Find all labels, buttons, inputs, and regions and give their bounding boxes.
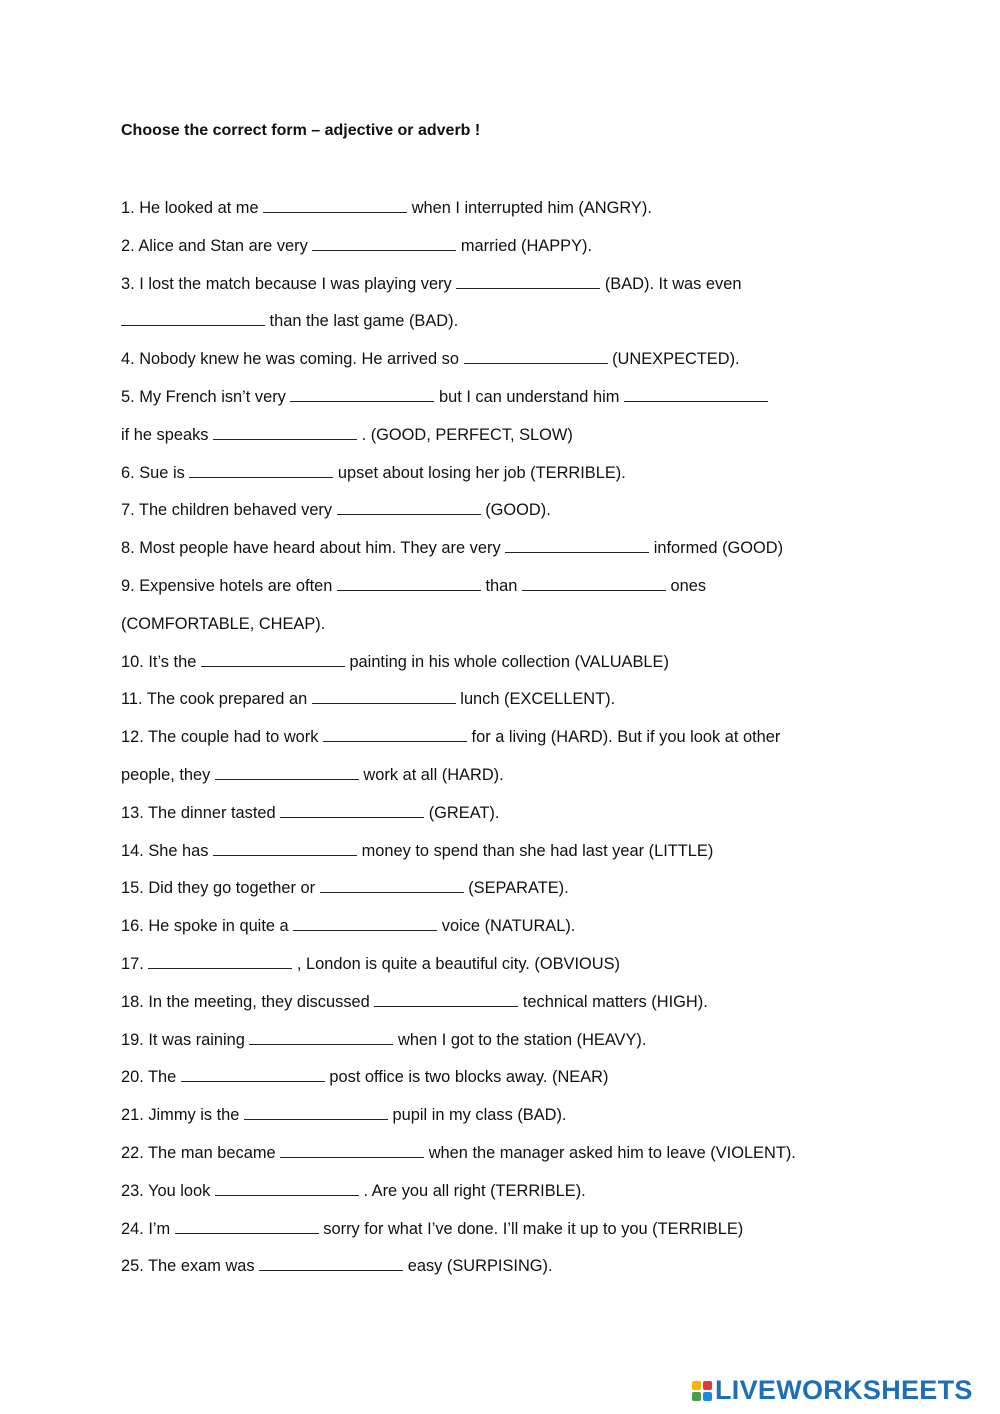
exercise-text: (BAD). It was even [600, 274, 742, 293]
answer-blank[interactable] [215, 1181, 359, 1196]
answer-blank[interactable] [312, 236, 456, 251]
exercise-line [121, 764, 881, 802]
exercise-text: easy (SURPISING). [403, 1257, 553, 1276]
exercise-text: 21. Jimmy is the [121, 1106, 244, 1125]
exercise-text: , London is quite a beautiful city. (OBVIOUS) [292, 954, 621, 973]
exercise-text: 11. The cook prepared an [121, 690, 312, 709]
exercise-line [121, 575, 881, 613]
answer-blank[interactable] [148, 954, 292, 969]
exercise-text: 25. The exam was [121, 1257, 260, 1276]
answer-blank[interactable] [624, 387, 768, 402]
exercise-line [121, 1218, 881, 1256]
exercise-text: 18. In the meeting, they discussed [121, 992, 375, 1011]
exercise-text: 22. The man became [121, 1143, 281, 1162]
exercise-text: (UNEXPECTED). [607, 350, 740, 369]
exercise-text: . Are you all right (TERRIBLE). [358, 1181, 586, 1200]
exercise-line [121, 273, 881, 311]
exercise-text: 19. It was raining [121, 1030, 250, 1049]
exercise-line [121, 688, 881, 726]
exercise-line [121, 386, 881, 424]
exercise-text: voice (NATURAL). [437, 917, 576, 936]
exercise-text: 24. I’m [121, 1219, 175, 1238]
exercise-text: 15. Did they go together or [121, 879, 320, 898]
exercise-text: technical matters (HIGH). [518, 992, 708, 1011]
answer-blank[interactable] [189, 463, 333, 478]
exercise-line [121, 1066, 881, 1104]
answer-blank[interactable] [175, 1219, 319, 1234]
exercise-text: (SEPARATE). [463, 879, 569, 898]
exercise-text: 8. Most people have heard about him. They are very [121, 539, 506, 558]
exercise-text: pupil in my class (BAD). [387, 1106, 567, 1125]
answer-blank[interactable] [337, 500, 481, 515]
answer-blank[interactable] [505, 538, 649, 553]
answer-blank[interactable] [522, 576, 666, 591]
exercise-line [121, 348, 881, 386]
exercise-text: painting in his whole collection (VALUABLE) [344, 652, 669, 671]
exercise-text: 12. The couple had to work [121, 728, 323, 747]
answer-blank[interactable] [213, 425, 357, 440]
exercise-line [121, 877, 881, 915]
exercise-text: 9. Expensive hotels are often [121, 576, 337, 595]
exercise-line [121, 424, 881, 462]
exercise-text: 16. He spoke in quite a [121, 917, 294, 936]
exercise-text: than [480, 576, 522, 595]
exercise-text: informed (GOOD) [649, 539, 784, 558]
answer-blank[interactable] [263, 198, 407, 213]
logo-text: LIVEWORKSHEETS [715, 1375, 973, 1405]
exercise-text: 5. My French isn’t very [121, 387, 291, 406]
exercise-text: 1. He looked at me [121, 199, 264, 217]
exercise-text: . (GOOD, PERFECT, SLOW) [357, 425, 573, 444]
exercise-text: but I can understand him [434, 387, 624, 406]
exercise-text: sorry for what I’ve done. I’ll make it up to you (TERRIBLE) [318, 1219, 744, 1238]
answer-blank[interactable] [323, 727, 467, 742]
exercise-text: than the last game (BAD). [265, 312, 459, 331]
exercise-text: ones [665, 576, 707, 595]
answer-blank[interactable] [293, 916, 437, 931]
exercise-line [121, 1104, 881, 1142]
exercise-list [121, 197, 881, 1293]
answer-blank[interactable] [374, 992, 518, 1007]
answer-blank[interactable] [337, 576, 481, 591]
answer-blank[interactable] [121, 311, 265, 326]
exercise-line [121, 462, 881, 500]
answer-blank[interactable] [259, 1256, 403, 1271]
exercise-text: 17. [121, 954, 149, 973]
exercise-line [121, 235, 881, 273]
exercise-line [121, 1142, 881, 1180]
worksheet-title: Choose the correct form – adjective or adverb ! [121, 122, 481, 139]
exercise-line [121, 726, 881, 764]
answer-blank[interactable] [320, 878, 464, 893]
answer-blank[interactable] [249, 1030, 393, 1045]
exercise-text: 4. Nobody knew he was coming. He arrived so [121, 350, 464, 369]
answer-blank[interactable] [290, 387, 434, 402]
exercise-text: 13. The dinner tasted [121, 803, 281, 822]
answer-blank[interactable] [244, 1105, 388, 1120]
exercise-line [121, 840, 881, 878]
answer-blank[interactable] [312, 689, 456, 704]
exercise-text: when the manager asked him to leave (VIOLENT). [424, 1143, 796, 1162]
exercise-text: 2. Alice and Stan are very [121, 236, 313, 255]
exercise-text: married (HAPPY). [456, 236, 593, 255]
answer-blank[interactable] [280, 1143, 424, 1158]
exercise-line [121, 915, 881, 953]
exercise-line [121, 310, 881, 348]
answer-blank[interactable] [215, 765, 359, 780]
liveworksheets-mark-icon [692, 1381, 712, 1401]
exercise-line [121, 651, 881, 689]
exercise-text: 7. The children behaved very [121, 501, 337, 520]
exercise-text: post office is two blocks away. (NEAR) [324, 1068, 609, 1087]
exercise-text: if he speaks [121, 425, 214, 444]
exercise-text: 6. Sue is [121, 463, 190, 482]
exercise-line [121, 197, 881, 235]
exercise-line [121, 1255, 881, 1293]
answer-blank[interactable] [456, 274, 600, 289]
exercise-text: lunch (EXCELLENT). [455, 690, 616, 709]
answer-blank[interactable] [213, 841, 357, 856]
answer-blank[interactable] [464, 349, 608, 364]
exercise-text: 23. You look [121, 1181, 215, 1200]
exercise-text: when I interrupted him (ANGRY). [407, 199, 652, 217]
exercise-text: money to spend than she had last year (LITTLE) [357, 841, 714, 860]
exercise-line [121, 499, 881, 537]
answer-blank[interactable] [201, 652, 345, 667]
exercise-line [121, 1029, 881, 1067]
exercise-text: 20. The [121, 1068, 181, 1087]
exercise-line [121, 991, 881, 1029]
exercise-text: for a living (HARD). But if you look at other [466, 728, 781, 747]
exercise-line [121, 613, 881, 651]
exercise-text: when I got to the station (HEAVY). [393, 1030, 647, 1049]
exercise-text: (COMFORTABLE, CHEAP). [121, 614, 326, 633]
exercise-text: 3. I lost the match because I was playing very [121, 274, 457, 293]
exercise-text: work at all (HARD). [358, 765, 504, 784]
exercise-line [121, 537, 881, 575]
exercise-line [121, 1180, 881, 1218]
answer-blank[interactable] [181, 1067, 325, 1082]
exercise-text: (GOOD). [480, 501, 551, 520]
exercise-text: (GREAT). [424, 803, 500, 822]
exercise-text: 14. She has [121, 841, 214, 860]
exercise-text: people, they [121, 765, 215, 784]
answer-blank[interactable] [280, 803, 424, 818]
exercise-line [121, 953, 881, 991]
liveworksheets-logo [692, 1375, 973, 1406]
exercise-text: upset about losing her job (TERRIBLE). [333, 463, 626, 482]
exercise-line [121, 802, 881, 840]
exercise-text: 10. It’s the [121, 652, 201, 671]
